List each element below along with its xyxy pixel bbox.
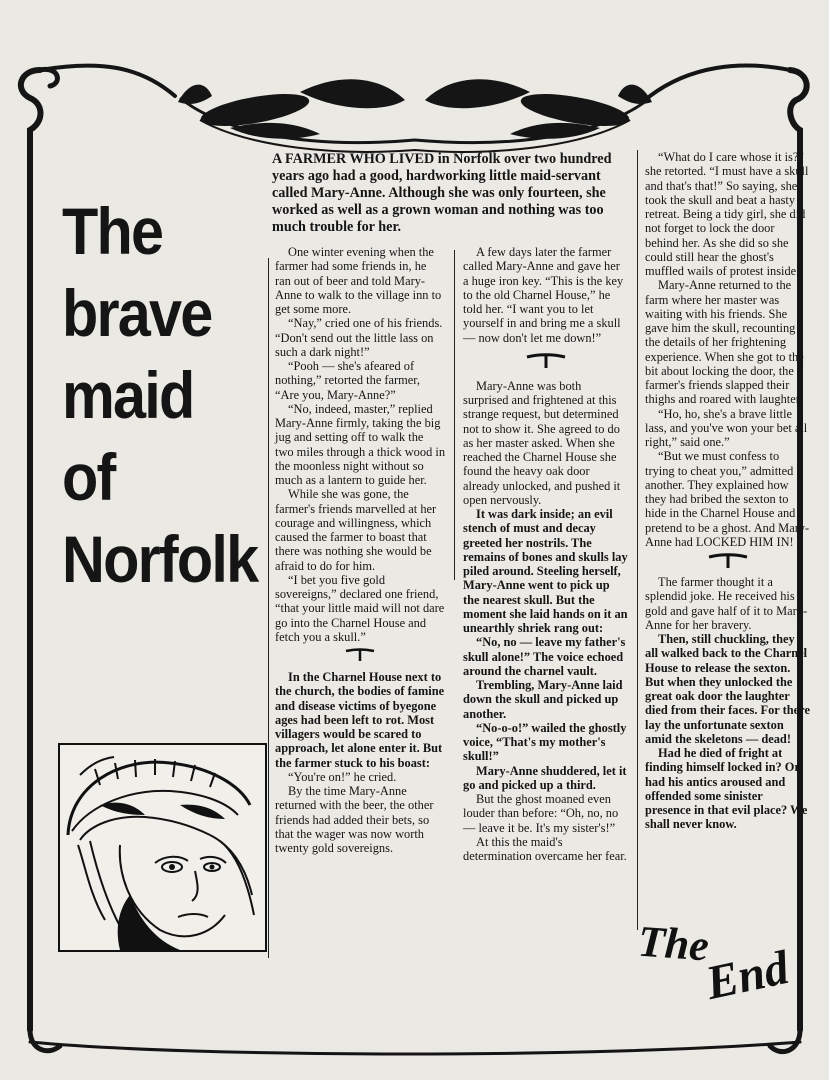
paragraph: But the ghost moaned even louder than before: “Oh, no, no — leave it be. It's my sister's!” [463, 792, 619, 835]
column-1 [275, 245, 445, 855]
paragraph: Had he died of fright at finding himself locked in? Or had his antics aroused and offended some sinister presence in that evil place? We shall never know. [645, 746, 808, 832]
the-end-signoff [636, 912, 806, 1012]
paragraph: “I bet you five gold sovereigns,” declared one friend, “that your little maid will not dare go into the Charnel House and fetch you a skull.” [275, 572, 445, 644]
paragraph: It was dark inside; an evil stench of must and decay greeted her nostrils. The remains of bones and skulls lay piled around. Steeling herself, Mary-Anne went to pick up the nearest skull. But the moment she laid hands on it an unearthly shriek rang out: [463, 507, 628, 635]
title-line: The [62, 194, 163, 268]
section-ornament [645, 553, 810, 569]
maid-portrait-illustration [58, 743, 267, 952]
paragraph: Trembling, Mary-Anne laid down the skull and picked up another. [463, 678, 623, 721]
paragraph: “Pooh — she's afeared of nothing,” retorted the farmer, “Are you, Mary-Anne?” [275, 359, 421, 402]
section-ornament [463, 353, 628, 369]
paragraph: By the time Mary-Anne returned with the beer, the other friends had added their bets, so that the wager was now worth twenty gold sovereigns. [275, 784, 434, 855]
intro-paragraph: A FARMER WHO LIVED in Norfolk over two hundred years ago had a good, hardworking little maid-servant called Mary-Anne. Although she was only fourteen, she worked as well as a grown woman and nothing was too much trouble for her. [272, 151, 612, 235]
column-divider [454, 250, 455, 580]
title-line: maid [62, 358, 194, 432]
paragraph: “Ho, ho, she's a brave little lass, and you've won your bet all right,” said one.” [645, 406, 808, 449]
paragraph: “You're on!” he cried. [288, 769, 397, 784]
title-line: Norfolk [62, 522, 258, 596]
paragraph: The farmer thought it a splendid joke. He received his gold and gave half of it to Mary-Anne for her bravery. [645, 575, 808, 632]
paragraph: Mary-Anne shuddered, let it go and picked up a third. [463, 763, 627, 792]
paragraph: “But we must confess to trying to cheat you,” admitted another. They explained how they had bribed the sexton to hide in the Charnel House and pretend to be a ghost. And Mary-Anne had LOCKED HIM IN! [645, 449, 810, 549]
paragraph: Mary-Anne returned to the farm where her master was waiting with his friends. She gave him the skull, recounting the details of her frightening experience. When she got to the bit about locking the door, the farmer's friends slapped their thighs and roared with laughter. [645, 278, 804, 407]
paragraph: Mary-Anne was both surprised and frightened at this strange request, but determined not to show it. She agreed to do as her master asked. When she reached the Charnel House she found the heavy oak door already unlocked, and pushed it open nervously. [463, 378, 621, 507]
column-3 [645, 150, 810, 832]
column-2 [463, 245, 628, 863]
the-end-word: End [701, 940, 794, 1011]
paragraph: While she was gone, the farmer's friends marvelled at her courage and willingness, which caused the farmer to boast that there was nothing she would be afraid to do for him. [275, 487, 437, 573]
paragraph: Then, still chuckling, they all walked back to the Charnel House to release the sexton. But when they unlocked the great oak door the laughter died from their faces. For there lay the unfortunate sexton amid the skeletons — dead! [645, 632, 810, 746]
paragraph: A few days later the farmer called Mary-Anne and gave her a huge iron key. “This is the key to the old Charnel House,” he told her. “I want you to let yourself in and bring me a skull — now don't let me down!” [463, 245, 624, 345]
title-line: of [62, 440, 115, 514]
paragraph: In the Charnel House next to the church, the bodies of famine and disease victims of byegone ages had been left to rot. Most villagers would be scared to approach, let alone enter it. But the farmer stuck to his boast: [275, 670, 445, 770]
paragraph: At this the maid's determination overcame her fear. [463, 834, 627, 863]
the-end-word: The [636, 916, 711, 971]
paragraph: “No-o-o!” wailed the ghostly voice, “That's my mother's skull!” [463, 720, 627, 764]
article-title [62, 190, 258, 600]
section-ornament [275, 648, 445, 664]
paragraph: “What do I care whose it is?” she retorted. “I must have a skull and that's that!” So saying, she took the skull and beat a hasty retreat. Being a tidy girl, she did not forget to lock the door behind her. As she did so she could still hear the ghost's muffled wails of protest inside. [645, 150, 809, 278]
paragraph: “No, indeed, master,” replied Mary-Anne firmly, taking the big jug and setting off to walk the two miles through a thick wood in the moonless night without so much as a lantern to guide her. [275, 401, 446, 487]
title-line: brave [62, 276, 212, 350]
maid-face-icon [60, 745, 265, 950]
paragraph: One winter evening when the farmer had some friends in, he ran out of beer and told Mary-Anne to walk to the village inn to get some more. [275, 245, 442, 316]
paragraph: “Nay,” cried one of his friends. “Don't send out the little lass on such a dark night!” [275, 316, 443, 359]
column-divider [637, 150, 638, 930]
column-divider [268, 258, 269, 958]
paragraph: “No, no — leave my father's skull alone!” The voice echoed around the charnel vault. [463, 635, 626, 678]
